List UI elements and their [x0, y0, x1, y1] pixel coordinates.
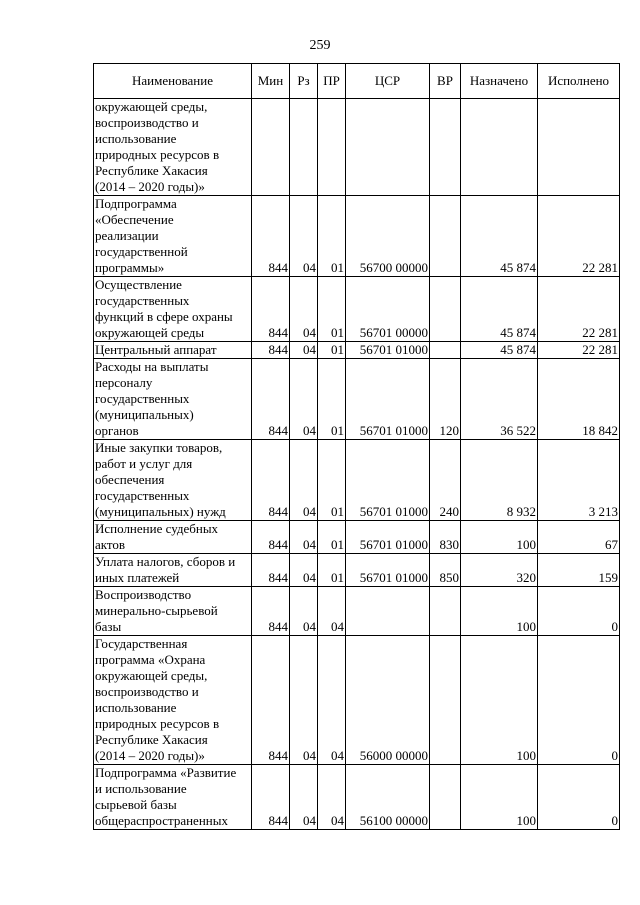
cell-rz: 04: [290, 521, 318, 554]
cell-executed: 22 281: [538, 342, 620, 359]
header-assigned: Назначено: [461, 64, 538, 99]
cell-vr: [430, 765, 461, 830]
cell-name: Уплата налогов, сборов и иных платежей: [94, 554, 252, 587]
cell-csr: [346, 587, 430, 636]
cell-name: Осуществление государственных функций в сфере охраны окружающей среды: [94, 277, 252, 342]
cell-vr: 240: [430, 440, 461, 521]
cell-rz: 04: [290, 765, 318, 830]
table-row: [94, 342, 620, 359]
cell-csr: 56701 01000: [346, 554, 430, 587]
cell-executed: [538, 99, 620, 196]
cell-csr: 56701 01000: [346, 440, 430, 521]
cell-vr: [430, 636, 461, 765]
cell-name: Воспроизводство минерально-сырьевой базы: [94, 587, 252, 636]
cell-min: 844: [252, 587, 290, 636]
table-header-row: [94, 64, 620, 99]
cell-assigned: 100: [461, 587, 538, 636]
cell-rz: 04: [290, 587, 318, 636]
cell-min: 844: [252, 765, 290, 830]
cell-vr: [430, 342, 461, 359]
cell-min: 844: [252, 342, 290, 359]
cell-vr: [430, 277, 461, 342]
header-name: Наименование: [94, 64, 252, 99]
table-row: [94, 359, 620, 440]
table-row: [94, 277, 620, 342]
cell-rz: 04: [290, 196, 318, 277]
header-pr: ПР: [318, 64, 346, 99]
cell-rz: [290, 99, 318, 196]
cell-csr: 56701 01000: [346, 521, 430, 554]
cell-rz: 04: [290, 342, 318, 359]
cell-name: Расходы на выплаты персоналу государственных (муниципальных) органов: [94, 359, 252, 440]
cell-executed: 18 842: [538, 359, 620, 440]
table-row: [94, 765, 620, 830]
cell-pr: [318, 99, 346, 196]
cell-pr: 01: [318, 196, 346, 277]
cell-assigned: [461, 99, 538, 196]
cell-rz: 04: [290, 554, 318, 587]
cell-executed: 0: [538, 765, 620, 830]
cell-pr: 01: [318, 359, 346, 440]
cell-min: [252, 99, 290, 196]
cell-rz: 04: [290, 636, 318, 765]
table-row: [94, 636, 620, 765]
cell-rz: 04: [290, 440, 318, 521]
cell-assigned: 100: [461, 765, 538, 830]
cell-name: Подпрограмма «Обеспечение реализации государственной программы»: [94, 196, 252, 277]
cell-executed: 159: [538, 554, 620, 587]
cell-pr: 04: [318, 636, 346, 765]
cell-name: окружающей среды, воспроизводство и использование природных ресурсов в Республике Хакасия (2014 – 2020 годы)»: [94, 99, 252, 196]
cell-min: 844: [252, 636, 290, 765]
table-row: [94, 554, 620, 587]
table-row: [94, 99, 620, 196]
cell-assigned: 100: [461, 521, 538, 554]
cell-assigned: 36 522: [461, 359, 538, 440]
cell-assigned: 8 932: [461, 440, 538, 521]
cell-csr: 56701 00000: [346, 277, 430, 342]
cell-pr: 01: [318, 554, 346, 587]
cell-pr: 01: [318, 342, 346, 359]
page-number: 259: [309, 38, 331, 53]
cell-csr: 56100 00000: [346, 765, 430, 830]
header-rz: Рз: [290, 64, 318, 99]
cell-assigned: 45 874: [461, 342, 538, 359]
cell-vr: [430, 196, 461, 277]
cell-assigned: 45 874: [461, 196, 538, 277]
cell-csr: 56000 00000: [346, 636, 430, 765]
cell-name: Государственная программа «Охрана окружающей среды, воспроизводство и использование природных ресурсов в Республике Хакасия (2014 – 2020 годы)»: [94, 636, 252, 765]
cell-executed: 0: [538, 636, 620, 765]
cell-name: Центральный аппарат: [94, 342, 252, 359]
cell-assigned: 320: [461, 554, 538, 587]
cell-pr: 04: [318, 765, 346, 830]
cell-min: 844: [252, 196, 290, 277]
cell-pr: 01: [318, 277, 346, 342]
cell-min: 844: [252, 521, 290, 554]
table-row: [94, 587, 620, 636]
cell-min: 844: [252, 277, 290, 342]
cell-executed: 3 213: [538, 440, 620, 521]
cell-name: Иные закупки товаров, работ и услуг для обеспечения государственных (муниципальных) нужд: [94, 440, 252, 521]
cell-vr: [430, 587, 461, 636]
budget-table: [93, 63, 620, 830]
cell-csr: 56700 00000: [346, 196, 430, 277]
cell-pr: 01: [318, 521, 346, 554]
cell-rz: 04: [290, 277, 318, 342]
cell-executed: 22 281: [538, 277, 620, 342]
header-vr: ВР: [430, 64, 461, 99]
cell-assigned: 100: [461, 636, 538, 765]
cell-csr: [346, 99, 430, 196]
header-csr: ЦСР: [346, 64, 430, 99]
cell-executed: 0: [538, 587, 620, 636]
cell-pr: 04: [318, 587, 346, 636]
cell-executed: 67: [538, 521, 620, 554]
cell-vr: 120: [430, 359, 461, 440]
cell-vr: 850: [430, 554, 461, 587]
table-row: [94, 196, 620, 277]
cell-vr: 830: [430, 521, 461, 554]
cell-executed: 22 281: [538, 196, 620, 277]
table-row: [94, 521, 620, 554]
cell-vr: [430, 99, 461, 196]
cell-name: Подпрограмма «Развитие и использование сырьевой базы общераспространенных: [94, 765, 252, 830]
cell-assigned: 45 874: [461, 277, 538, 342]
cell-name: Исполнение судебных актов: [94, 521, 252, 554]
cell-min: 844: [252, 359, 290, 440]
cell-rz: 04: [290, 359, 318, 440]
cell-min: 844: [252, 440, 290, 521]
cell-csr: 56701 01000: [346, 359, 430, 440]
cell-pr: 01: [318, 440, 346, 521]
table-row: [94, 440, 620, 521]
cell-min: 844: [252, 554, 290, 587]
cell-csr: 56701 01000: [346, 342, 430, 359]
header-min: Мин: [252, 64, 290, 99]
header-executed: Исполнено: [538, 64, 620, 99]
